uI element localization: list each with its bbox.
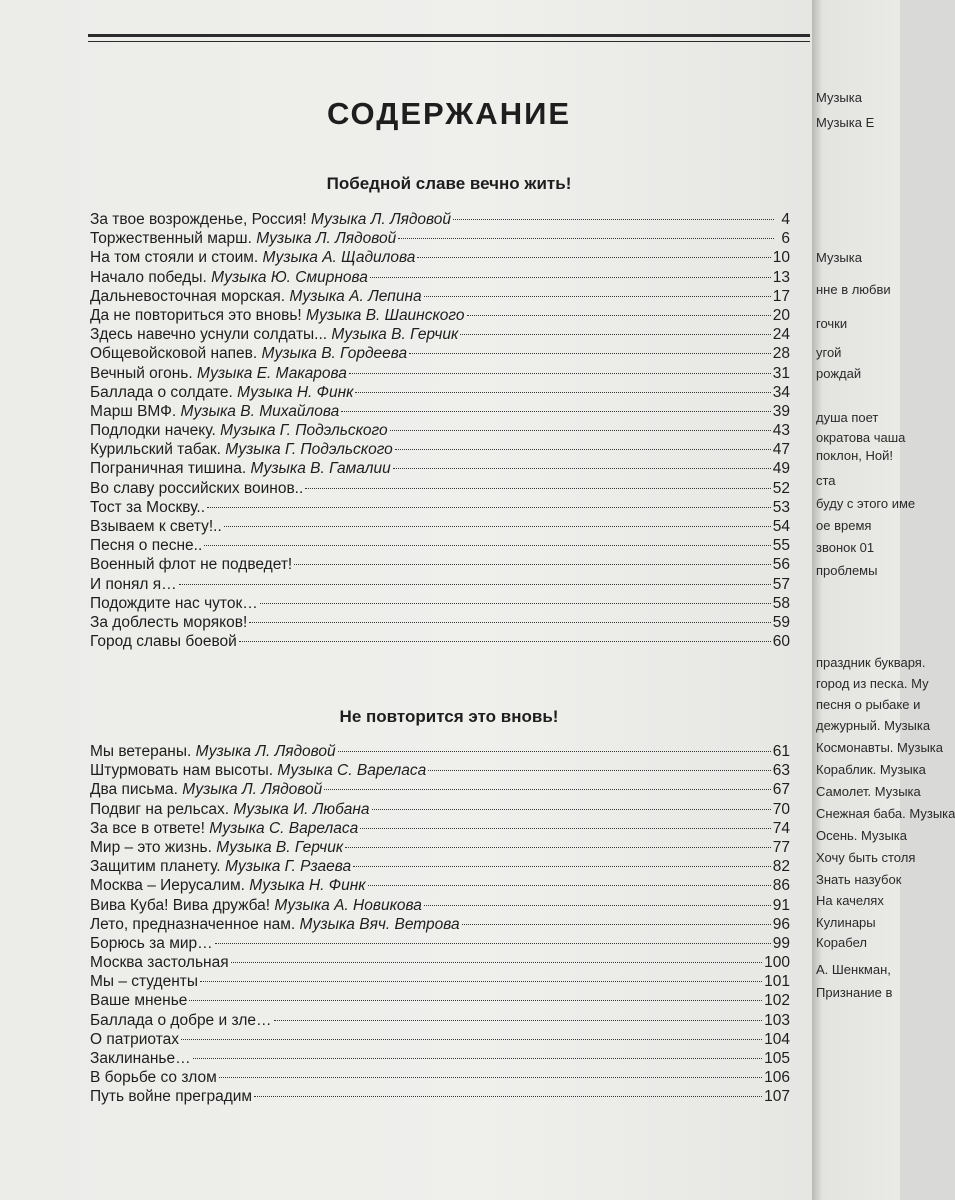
- page-title: СОДЕРЖАНИЕ: [326, 96, 572, 131]
- dot-leader: [398, 238, 774, 239]
- toc-entry-text: [90, 991, 187, 1010]
- page-number: 96: [772, 915, 790, 933]
- page-number: 49: [772, 460, 790, 478]
- toc-entry: [90, 761, 790, 780]
- toc-entry: [90, 364, 790, 383]
- side-fragment: Хочу быть столя: [816, 850, 916, 865]
- side-fragment: ократова чаша: [816, 430, 906, 445]
- song-title: Общевойсковой напев.: [90, 345, 258, 363]
- section-heading-2: Не повторится это вновь!: [339, 707, 559, 726]
- toc-entry: [90, 896, 790, 915]
- song-title: Штурмовать нам высоты.: [90, 762, 274, 780]
- composer-credit: Музыка А. Новикова: [274, 896, 422, 914]
- toc-entry: [90, 1011, 790, 1030]
- page-number: 74: [772, 819, 790, 837]
- side-fragment: На качелях: [816, 893, 884, 908]
- song-title: В борьбе со злом: [90, 1069, 217, 1087]
- side-fragment: рождай: [816, 366, 862, 381]
- page-number: 91: [772, 896, 790, 914]
- composer-credit: Музыка Г. Подэльского: [225, 441, 393, 459]
- side-fragment: Снежная баба. Музыка: [816, 806, 955, 821]
- composer-credit: Музыка В. Герчик: [216, 838, 344, 856]
- toc-entry-text: [90, 800, 370, 819]
- side-fragment: душа поет: [816, 410, 879, 425]
- toc-entry: [90, 248, 790, 267]
- side-fragment: поклон, Ной!: [816, 448, 893, 463]
- song-title: Борюсь за мир…: [90, 934, 213, 952]
- side-fragment: Признание в: [816, 985, 893, 1000]
- toc-entry: [90, 1068, 790, 1087]
- page-number: 60: [772, 633, 790, 651]
- page-number: 99: [772, 934, 790, 952]
- dot-leader: [219, 1077, 762, 1078]
- dot-leader: [305, 488, 770, 489]
- toc-entry-text: [90, 517, 222, 536]
- side-fragment: нне в любви: [816, 282, 891, 297]
- dot-leader: [239, 641, 771, 642]
- page-number: 31: [772, 364, 790, 382]
- dot-leader: [338, 751, 771, 752]
- side-fragment: Кулинары: [816, 915, 876, 930]
- toc-entry-text: [90, 780, 322, 799]
- toc-entry: [90, 780, 790, 799]
- dot-leader: [274, 1020, 763, 1021]
- dot-leader: [428, 770, 770, 771]
- dot-leader: [249, 622, 770, 623]
- page-number: 70: [772, 800, 790, 818]
- toc-entry: [90, 459, 790, 478]
- side-fragment: дежурный. Музыка: [816, 718, 931, 733]
- toc-entry: [90, 498, 790, 517]
- toc-entry-text: [90, 594, 258, 613]
- page-number: 104: [764, 1030, 790, 1048]
- toc-entry: [90, 421, 790, 440]
- dot-leader: [372, 809, 771, 810]
- dot-leader: [254, 1096, 762, 1097]
- page-number: 13: [772, 268, 790, 286]
- toc-entry-text: [90, 876, 366, 895]
- toc-entry: [90, 210, 790, 229]
- toc-entry-text: [90, 896, 422, 915]
- page-number: 59: [772, 613, 790, 631]
- toc-entry-text: [90, 953, 229, 972]
- composer-credit: Музыка В. Гамалии: [250, 460, 391, 478]
- dot-leader: [424, 296, 771, 297]
- dot-leader: [231, 962, 763, 963]
- song-title: Баллада о солдате.: [90, 383, 233, 401]
- song-title: Мир – это жизнь.: [90, 838, 212, 856]
- toc-entry-text: [90, 632, 237, 651]
- song-title: Дальневосточная морская.: [90, 287, 286, 305]
- song-title: Подождите нас чуток…: [90, 594, 258, 612]
- song-title: Баллада о добре и зле…: [90, 1011, 272, 1029]
- dot-leader: [393, 468, 771, 469]
- page-number: 102: [764, 992, 790, 1010]
- toc-entry: [90, 1049, 790, 1068]
- toc-entry-text: [90, 742, 336, 761]
- dot-leader: [200, 981, 762, 982]
- page-number: 34: [772, 383, 790, 401]
- song-title: На том стояли и стоим.: [90, 249, 259, 267]
- toc-entry: [90, 915, 790, 934]
- song-title: Защитим планету.: [90, 858, 221, 876]
- dot-leader: [345, 847, 771, 848]
- dot-leader: [193, 1058, 763, 1059]
- toc-entry: [90, 613, 790, 632]
- dot-leader: [390, 430, 771, 431]
- song-title: Подлодки начеку.: [90, 422, 216, 440]
- toc-entry-text: [90, 1087, 252, 1106]
- toc-entry: [90, 800, 790, 819]
- dot-leader: [368, 885, 771, 886]
- side-fragment: А. Шенкман,: [816, 962, 891, 977]
- song-title: Город славы боевой: [90, 633, 237, 651]
- page-number: 107: [764, 1088, 790, 1106]
- dot-leader: [467, 315, 771, 316]
- toc-entry: [90, 953, 790, 972]
- toc-entry: [90, 742, 790, 761]
- composer-credit: Музыка А. Щадилова: [262, 249, 416, 267]
- page-number: 17: [772, 287, 790, 305]
- song-title: О патриотах: [90, 1030, 179, 1048]
- page-number: 100: [764, 954, 790, 972]
- side-fragment: праздник букваря.: [816, 655, 926, 670]
- dot-leader: [204, 545, 770, 546]
- composer-credit: Музыка В. Герчик: [331, 326, 459, 344]
- toc-entry-text: [90, 613, 247, 632]
- song-title: Взываем к свету!..: [90, 518, 222, 535]
- dot-leader: [324, 789, 770, 790]
- toc-entry: [90, 440, 790, 459]
- side-fragment: Осень. Музыка: [816, 828, 907, 843]
- toc-entry: [90, 594, 790, 613]
- side-fragment: песня о рыбаке и: [816, 697, 921, 712]
- song-title: Тост за Москву..: [90, 498, 206, 516]
- toc-entry: [90, 268, 790, 287]
- song-title: Да не повториться это вновь!: [90, 306, 302, 324]
- page-number: 20: [772, 306, 790, 324]
- dot-leader: [294, 564, 771, 565]
- toc-entry: [90, 383, 790, 402]
- dot-leader: [360, 828, 771, 829]
- dot-leader: [189, 1000, 762, 1001]
- dot-leader: [181, 1039, 762, 1040]
- song-title: Москва – Иерусалим.: [90, 877, 245, 895]
- dot-leader: [353, 866, 771, 867]
- dot-leader: [224, 526, 771, 527]
- toc-entry: [90, 838, 790, 857]
- side-fragment: Музыка: [816, 250, 862, 265]
- composer-credit: Музыка А. Лепина: [289, 287, 422, 305]
- toc-entry-text: [90, 248, 415, 267]
- toc-entry-text: [90, 421, 388, 440]
- toc-entry-text: [90, 306, 465, 325]
- toc-entry: [90, 479, 790, 498]
- toc-entry: [90, 857, 790, 876]
- page-number: 67: [772, 781, 790, 799]
- dot-leader: [460, 334, 770, 335]
- dot-leader: [395, 449, 771, 450]
- composer-credit: Музыка Л. Лядовой: [195, 743, 336, 760]
- toc-entry-text: [90, 344, 407, 363]
- song-title: Вечный огонь.: [90, 364, 193, 382]
- page-number: 55: [772, 537, 790, 555]
- toc-entry: [90, 306, 790, 325]
- book-page-right: [812, 0, 900, 1200]
- composer-credit: Музыка Г. Подэльского: [220, 422, 388, 440]
- dot-leader: [453, 219, 774, 220]
- toc-section-2: [90, 742, 790, 1107]
- page-number: 24: [772, 326, 790, 344]
- dot-leader: [260, 603, 771, 604]
- dot-leader: [424, 905, 771, 906]
- toc-entry: [90, 991, 790, 1010]
- toc-entry: [90, 1087, 790, 1106]
- composer-credit: Музыка Вяч. Ветрова: [299, 915, 460, 933]
- toc-entry: [90, 344, 790, 363]
- dot-leader: [215, 943, 771, 944]
- side-fragment: Знать назубок: [816, 872, 902, 887]
- page-number: 105: [764, 1050, 790, 1067]
- toc-entry-text: [90, 325, 458, 344]
- toc-entry-text: [90, 1049, 191, 1068]
- page-number: 63: [772, 762, 790, 780]
- side-fragment: Музыка: [816, 90, 862, 105]
- page-number: 106: [764, 1069, 790, 1087]
- song-title: Пограничная тишина.: [90, 460, 247, 478]
- page-number: 101: [764, 973, 790, 991]
- dot-leader: [462, 924, 771, 925]
- side-fragment: ое время: [816, 518, 872, 533]
- song-title: Ваше мненье: [90, 992, 188, 1010]
- song-title: Два письма.: [90, 781, 178, 799]
- composer-credit: Музыка Л. Лядовой: [182, 781, 323, 799]
- dot-leader: [409, 353, 771, 354]
- toc-entry-text: [90, 1068, 217, 1087]
- dot-leader: [417, 257, 770, 258]
- page-number: 53: [772, 498, 790, 516]
- song-title: Москва застольная: [90, 954, 229, 972]
- page-number: 86: [772, 877, 790, 895]
- toc-entry-text: [90, 934, 213, 953]
- toc-entry-text: [90, 575, 177, 594]
- toc-entry-text: [90, 536, 202, 555]
- composer-credit: Музыка И. Любана: [233, 800, 370, 818]
- composer-credit: Музыка Г. Рзаева: [224, 858, 352, 876]
- toc-entry: [90, 402, 790, 421]
- dot-leader: [355, 392, 770, 393]
- page-number: 28: [772, 345, 790, 363]
- toc-entry: [90, 934, 790, 953]
- toc-entry: [90, 1030, 790, 1049]
- toc-entry: [90, 555, 790, 574]
- dot-leader: [341, 411, 770, 412]
- toc-entry-text: [90, 383, 353, 402]
- song-title: Мы ветераны.: [90, 743, 192, 760]
- page-number: 61: [772, 743, 790, 760]
- song-title: Путь войне преградим: [90, 1088, 253, 1106]
- page-number: 47: [772, 441, 790, 459]
- dot-leader: [207, 507, 771, 508]
- side-fragment: ста: [816, 473, 836, 488]
- toc-entry-text: [90, 972, 198, 991]
- toc-entry-text: [90, 229, 396, 248]
- toc-entry-text: [90, 364, 347, 383]
- side-fragment: угой: [816, 345, 842, 360]
- page-number: 39: [772, 402, 790, 420]
- toc-entry-text: [90, 761, 426, 780]
- toc-entry-text: [90, 555, 292, 574]
- song-title: Песня о песне..: [90, 537, 203, 555]
- song-title: Вива Куба! Вива дружба!: [90, 896, 271, 914]
- toc-entry: [90, 575, 790, 594]
- side-fragment: звонок 01: [816, 540, 875, 555]
- toc-entry-text: [90, 857, 351, 876]
- toc-entry-text: [90, 838, 343, 857]
- toc-entry: [90, 819, 790, 838]
- composer-credit: Музыка Н. Финк: [237, 383, 354, 401]
- page-number: 52: [772, 479, 790, 497]
- header-rule-thin: [88, 41, 810, 42]
- toc-section-1: [90, 210, 790, 651]
- toc-entry-text: [90, 287, 422, 306]
- song-title: И понял я…: [90, 575, 177, 593]
- song-title: Заклинанье…: [90, 1050, 191, 1067]
- composer-credit: Музыка Е. Макарова: [197, 364, 347, 382]
- song-title: Мы – студенты: [90, 973, 199, 991]
- toc-entry-text: [90, 268, 368, 287]
- dot-leader: [349, 373, 771, 374]
- toc-entry: [90, 972, 790, 991]
- toc-entry-text: [90, 1011, 272, 1030]
- toc-entry-text: [90, 1030, 179, 1049]
- composer-credit: Музыка Л. Лядовой: [256, 230, 397, 248]
- toc-entry: [90, 287, 790, 306]
- toc-entry-text: [90, 498, 205, 517]
- song-title: За доблесть моряков!: [90, 613, 248, 631]
- page-number: 6: [781, 230, 790, 248]
- toc-entry: [90, 325, 790, 344]
- page-number: 77: [772, 838, 790, 856]
- page-number: 43: [772, 422, 790, 440]
- toc-entry-text: [90, 210, 451, 229]
- page-number: 82: [772, 858, 790, 876]
- toc-entry-text: [90, 915, 460, 934]
- toc-entry-text: [90, 479, 303, 498]
- song-title: Начало победы.: [90, 268, 207, 286]
- page-number: 10: [772, 249, 790, 267]
- song-title: За твое возрожденье, Россия!: [90, 211, 307, 228]
- song-title: Марш ВМФ.: [90, 402, 177, 420]
- toc-entry: [90, 536, 790, 555]
- song-title: Подвиг на рельсах.: [90, 800, 230, 818]
- composer-credit: Музыка В. Шаинского: [306, 306, 465, 324]
- song-title: За все в ответе!: [90, 819, 205, 837]
- side-fragment: Кораблик. Музыка: [816, 762, 926, 777]
- side-fragment: гочки: [816, 316, 848, 331]
- toc-entry: [90, 229, 790, 248]
- toc-entry-text: [90, 819, 358, 838]
- composer-credit: Музыка В. Гордеева: [261, 345, 408, 363]
- song-title: Во славу российских воинов..: [90, 479, 304, 497]
- dot-leader: [179, 584, 771, 585]
- toc-entry-text: [90, 440, 393, 459]
- composer-credit: Музыка С. Вареласа: [209, 819, 359, 837]
- song-title: Торжественный марш.: [90, 230, 252, 248]
- side-fragment: Корабел: [816, 935, 867, 950]
- side-fragment: Музыка Е: [816, 115, 875, 130]
- composer-credit: Музыка В. Михайлова: [180, 402, 340, 420]
- composer-credit: Музыка С. Вареласа: [277, 762, 427, 780]
- dot-leader: [370, 277, 771, 278]
- page-number: 57: [772, 575, 790, 593]
- side-fragment: буду с этого име: [816, 496, 916, 511]
- header-rule: [88, 34, 810, 37]
- song-title: Здесь навечно уснули солдаты...: [90, 326, 328, 344]
- page-number: 103: [764, 1011, 790, 1029]
- side-fragment: проблемы: [816, 563, 878, 578]
- page-number: 58: [772, 594, 790, 612]
- toc-entry: [90, 632, 790, 651]
- toc-entry: [90, 876, 790, 895]
- page-number: 54: [772, 518, 790, 535]
- side-fragment: город из песка. Му: [816, 676, 929, 691]
- side-fragment: Самолет. Музыка: [816, 784, 921, 799]
- composer-credit: Музыка Л. Лядовой: [311, 211, 452, 228]
- composer-credit: Музыка Н. Финк: [249, 877, 366, 895]
- song-title: Военный флот не подведет!: [90, 556, 293, 574]
- toc-entry: [90, 517, 790, 536]
- toc-entry-text: [90, 459, 391, 478]
- song-title: Лето, предназначенное нам.: [90, 915, 296, 933]
- toc-entry-text: [90, 402, 339, 421]
- page-number: 4: [781, 211, 790, 228]
- side-fragment: Космонавты. Музыка: [816, 740, 944, 755]
- page-number: 56: [772, 556, 790, 574]
- section-heading-1: Победной славе вечно жить!: [326, 174, 572, 193]
- composer-credit: Музыка Ю. Смирнова: [211, 268, 368, 286]
- song-title: Курильский табак.: [90, 441, 221, 459]
